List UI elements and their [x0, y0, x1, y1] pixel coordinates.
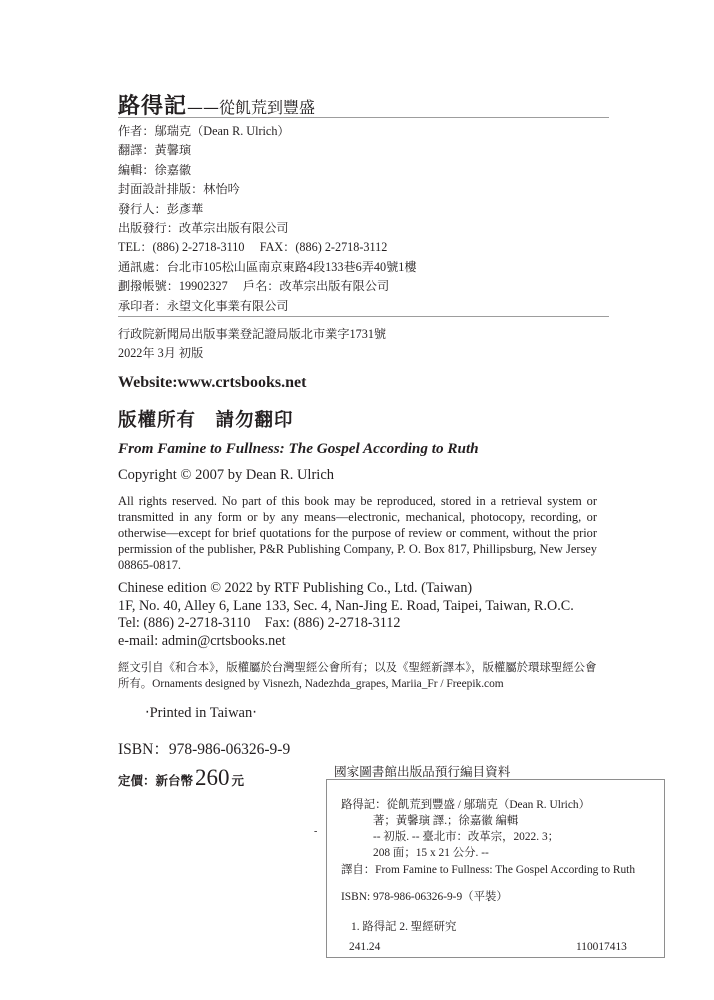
- cip-edition: -- 初版. -- 臺北市：改革宗，2022. 3；: [373, 831, 560, 843]
- cip-extent: 208 面；15 x 21 公分. --: [373, 847, 489, 859]
- license-registration: 行政院新聞局出版事業登記證局版北市業字1731號: [118, 327, 387, 341]
- price: [118, 765, 244, 791]
- rights-reserved-paragraph: All rights reserved. No part of this book may be reproduced, stored in a retrieval system or transmitted in any form or by any means—electronic, mechanical, photocopy, recording, or otherwise—except for brief quotations for the purpose of review or comment, without the prior permission of the publisher, P&R Publishing Company, P. O. Box 817, Phillipsburg, New Jersey 08865-0817.: [118, 494, 597, 572]
- book-subtitle: 從飢荒到豐盛: [219, 98, 316, 117]
- cip-isbn: ISBN: 978-986-06326-9-9（平裝）: [341, 891, 508, 903]
- stray-mark: -: [314, 826, 318, 837]
- credit-address: 通訊處：台北市105松山區南京東路4段133巷6弄40號1樓: [118, 259, 417, 274]
- credit-postal-account: 劃撥帳號：19902327 戶名：改革宗出版有限公司: [118, 279, 390, 294]
- cip-record-number: 110017413: [576, 941, 627, 953]
- chinese-edition-phone: Tel: (886) 2-2718-3110 Fax: (886) 2-2718-3112: [118, 615, 401, 632]
- credit-publisher: 出版發行：改革宗出版有限公司: [118, 221, 289, 236]
- cip-translated-from: 譯自：From Famine to Fullness: The Gospel According to Ruth: [341, 864, 636, 876]
- original-title: From Famine to Fullness: The Gospel According to Ruth: [118, 440, 479, 457]
- divider-top: [118, 117, 609, 118]
- cip-contributors: 著；黃馨璌 譯.；徐嘉徽 編輯: [373, 815, 519, 827]
- cip-title-line: 路得記：從飢荒到豐盛 / 鄔瑞克（Dean R. Ulrich）: [341, 799, 590, 811]
- rights-notice: 版權所有 請勿翻印: [118, 410, 294, 431]
- title-dash: ——: [187, 98, 220, 117]
- chinese-edition-block: [118, 580, 574, 650]
- license-info: [118, 325, 386, 364]
- edition-date: 2022年 3月 初版: [118, 346, 204, 361]
- divider-middle: [118, 316, 609, 317]
- book-title: [118, 89, 315, 120]
- cip-class-number: 241.24: [349, 941, 381, 953]
- bible-version-note: 經文引自《和合本》，版權屬於台灣聖經公會所有；以及《聖經新譯本》，版權屬於環球聖經公會所有。Ornaments designed by Visnezh, Nadezhda_grapes, Mariia_Fr / Freepik.com: [118, 662, 597, 690]
- copyright-line: Copyright © 2007 by Dean R. Ulrich: [118, 467, 335, 483]
- isbn: ISBN：978-986-06326-9-9: [118, 741, 291, 758]
- website: Website:www.crtsbooks.net: [118, 374, 307, 391]
- credit-cover-design: 封面設計排版：林怡吟: [118, 182, 240, 197]
- printed-in-taiwan: ‧Printed in Taiwan‧: [145, 705, 257, 721]
- credit-editor: 編輯：徐嘉徽: [118, 162, 192, 177]
- chinese-edition-email: e-mail: admin@crtsbooks.net: [118, 632, 286, 649]
- cip-subjects: 1. 路得記 2. 聖經研究: [351, 921, 457, 933]
- price-amount: 260: [195, 765, 230, 790]
- cip-heading: 國家圖書館出版品預行編目資料: [334, 764, 511, 779]
- chinese-edition-address: 1F, No. 40, Alley 6, Lane 133, Sec. 4, Nan-Jing E. Road, Taipei, Taiwan, R.O.C.: [118, 597, 574, 614]
- credit-author: 作者：鄔瑞克（Dean R. Ulrich）: [118, 124, 290, 138]
- chinese-edition-copyright: Chinese edition © 2022 by RTF Publishing Co., Ltd. (Taiwan): [118, 580, 473, 596]
- price-label: 定價：新台幣: [118, 773, 194, 788]
- book-title-main: 路得記: [118, 94, 188, 119]
- credit-phone-fax: TEL：(886) 2-2718-3110 FAX：(886) 2-2718-3112: [118, 240, 388, 255]
- credit-publisher-person: 發行人：彭彥華: [118, 201, 204, 216]
- credit-printer: 承印者：永望文化事業有限公司: [118, 298, 289, 313]
- cip-record-box: [326, 779, 665, 958]
- credits-list: [118, 122, 417, 316]
- price-unit: 元: [231, 773, 245, 788]
- credit-translator: 翻譯：黃馨璌: [118, 143, 192, 158]
